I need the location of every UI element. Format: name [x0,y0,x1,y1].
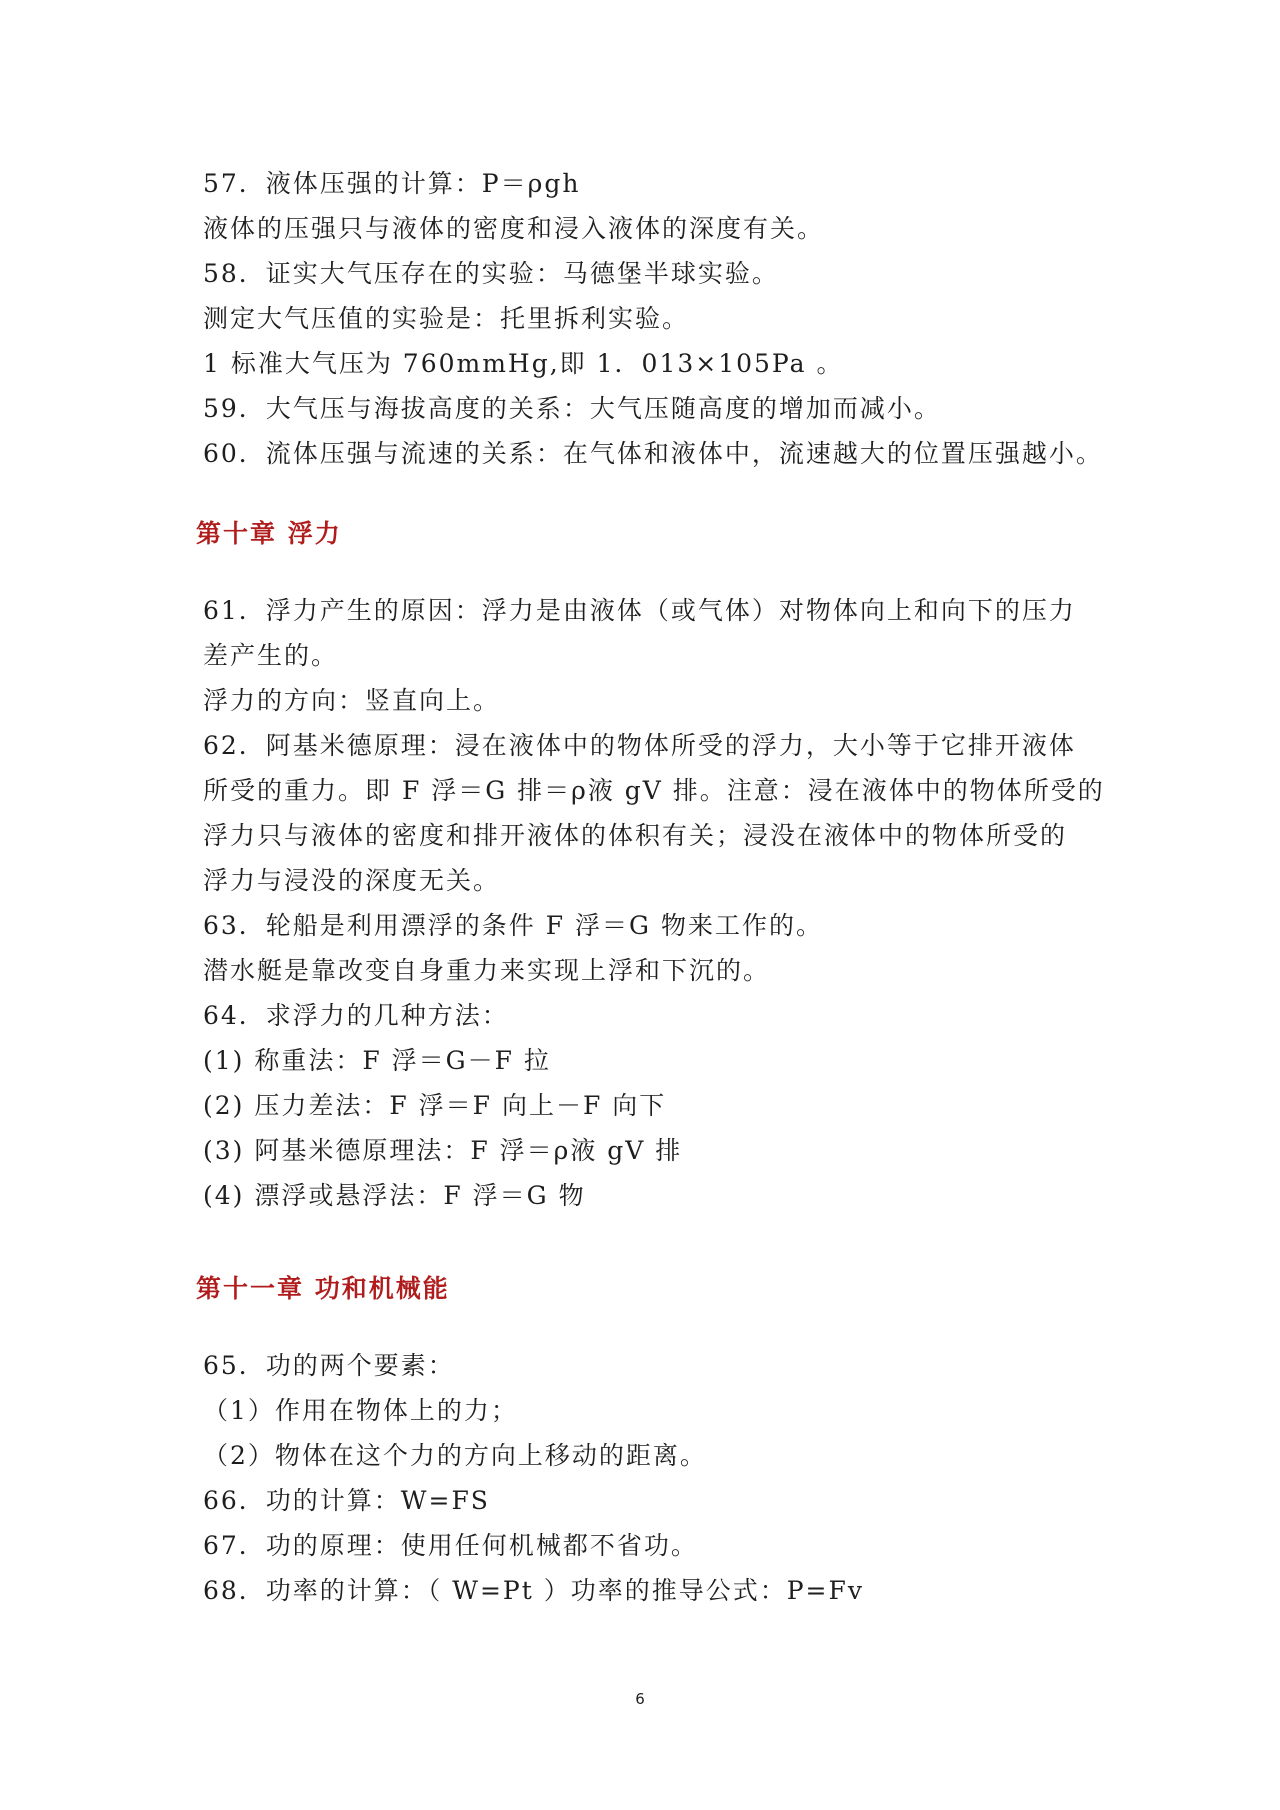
text-line: 64．求浮力的几种方法： [203,1001,509,1030]
list-item: （2）物体在这个力的方向上移动的距离。 [203,1441,707,1470]
text-line: 68．功率的计算：（ W=Pt ）功率的推导公式：P=Fv [203,1576,864,1605]
text-line: 60．流体压强与流速的关系：在气体和液体中，流速越大的位置压强越小。 [203,439,1103,468]
text-line: 59．大气压与海拔高度的关系：大气压随高度的增加而减小。 [203,394,941,423]
text-line: 1 标准大气压为 760mmHg,即 1．013×105Pa 。 [203,349,844,378]
text-line: 58．证实大气压存在的实验：马德堡半球实验。 [203,259,779,288]
text-line: 浮力只与液体的密度和排开液体的体积有关；浸没在液体中的物体所受的 [203,821,1068,850]
text-line: 潜水艇是靠改变自身重力来实现上浮和下沉的。 [203,956,771,985]
text-line: 所受的重力。即 F 浮＝G 排＝ρ液 gV 排。注意：浸在液体中的物体所受的 [203,776,1105,805]
chapter-heading: 第十章 浮力 [196,519,342,548]
text-line: 浮力的方向：竖直向上。 [203,686,501,715]
text-line: 57．液体压强的计算：P＝ρgh [203,169,581,198]
list-item: (3) 阿基米德原理法：F 浮＝ρ液 gV 排 [203,1136,683,1165]
text-line: 浮力与浸没的深度无关。 [203,866,501,895]
text-line: 62．阿基米德原理：浸在液体中的物体所受的浮力，大小等于它排开液体 [203,731,1076,760]
text-line: 液体的压强只与液体的密度和浸入液体的深度有关。 [203,214,825,243]
text-line: 63．轮船是利用漂浮的条件 F 浮＝G 物来工作的。 [203,911,823,940]
text-line: 61．浮力产生的原因：浮力是由液体（或气体）对物体向上和向下的压力 [203,596,1076,625]
text-line: 66．功的计算：W=FS [203,1486,490,1515]
list-item: （1）作用在物体上的力； [203,1396,518,1425]
text-line: 测定大气压值的实验是：托里拆利实验。 [203,304,690,333]
list-item: (2) 压力差法：F 浮＝F 向上－F 向下 [203,1091,667,1120]
chapter-heading: 第十一章 功和机械能 [196,1274,450,1303]
list-item: (4) 漂浮或悬浮法：F 浮＝G 物 [203,1181,586,1210]
page-number: 6 [635,1690,645,1708]
text-line: 差产生的。 [203,641,339,670]
text-line: 67．功的原理：使用任何机械都不省功。 [203,1531,698,1560]
list-item: (1) 称重法：F 浮＝G－F 拉 [203,1046,551,1075]
text-line: 65．功的两个要素： [203,1351,455,1380]
